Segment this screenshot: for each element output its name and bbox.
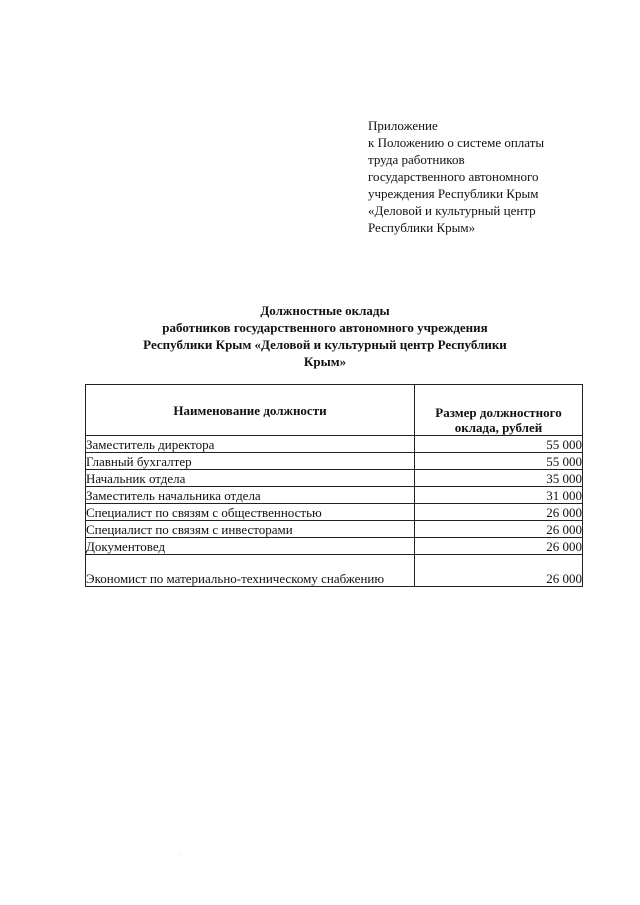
- title-line: Должностные оклады: [260, 303, 390, 318]
- salary-table: [85, 384, 583, 587]
- salary-cell: 26 000: [415, 555, 583, 587]
- title-line: работников государственного автономного учреждения: [162, 320, 488, 335]
- table-header-row: [86, 385, 583, 436]
- document-title: [100, 302, 550, 370]
- scan-dot: ·: [178, 852, 180, 858]
- position-cell: Заместитель начальника отдела: [86, 487, 415, 504]
- appendix-line: государственного автономного: [368, 169, 539, 184]
- salary-cell: 31 000: [415, 487, 583, 504]
- salary-cell: 26 000: [415, 504, 583, 521]
- appendix-line: Республики Крым»: [368, 220, 476, 235]
- salary-cell: 26 000: [415, 521, 583, 538]
- appendix-line: Приложение: [368, 118, 438, 133]
- position-cell: Документовед: [86, 538, 415, 555]
- salary-cell: 26 000: [415, 538, 583, 555]
- salary-cell: 55 000: [415, 453, 583, 470]
- position-cell: Заместитель директора: [86, 436, 415, 453]
- header-salary-line: оклада, рублей: [454, 420, 543, 435]
- position-cell: Специалист по связям с общественностью: [86, 504, 415, 521]
- header-salary: [415, 385, 583, 436]
- header-salary-line: Размер должностного: [435, 405, 562, 420]
- appendix-block: [368, 117, 618, 236]
- table-row: [86, 504, 583, 521]
- table-row: [86, 436, 583, 453]
- appendix-line: учреждения Республики Крым: [368, 186, 539, 201]
- table-row: [86, 538, 583, 555]
- title-line: Республики Крым «Деловой и культурный центр Республики: [143, 337, 507, 352]
- table-row: [86, 521, 583, 538]
- title-line: Крым»: [303, 354, 347, 369]
- position-cell: Начальник отдела: [86, 470, 415, 487]
- appendix-line: «Деловой и культурный центр: [368, 203, 536, 218]
- table-row: [86, 470, 583, 487]
- salary-cell: 35 000: [415, 470, 583, 487]
- position-cell: Экономист по материально-техническому снабжению: [86, 555, 415, 587]
- salary-cell: 55 000: [415, 436, 583, 453]
- table-row: [86, 453, 583, 470]
- position-cell: Специалист по связям с инвесторами: [86, 521, 415, 538]
- header-position: Наименование должности: [86, 385, 415, 436]
- table-row: [86, 487, 583, 504]
- position-cell: Главный бухгалтер: [86, 453, 415, 470]
- appendix-line: труда работников: [368, 152, 465, 167]
- table-row: [86, 555, 583, 587]
- appendix-line: к Положению о системе оплаты: [368, 135, 545, 150]
